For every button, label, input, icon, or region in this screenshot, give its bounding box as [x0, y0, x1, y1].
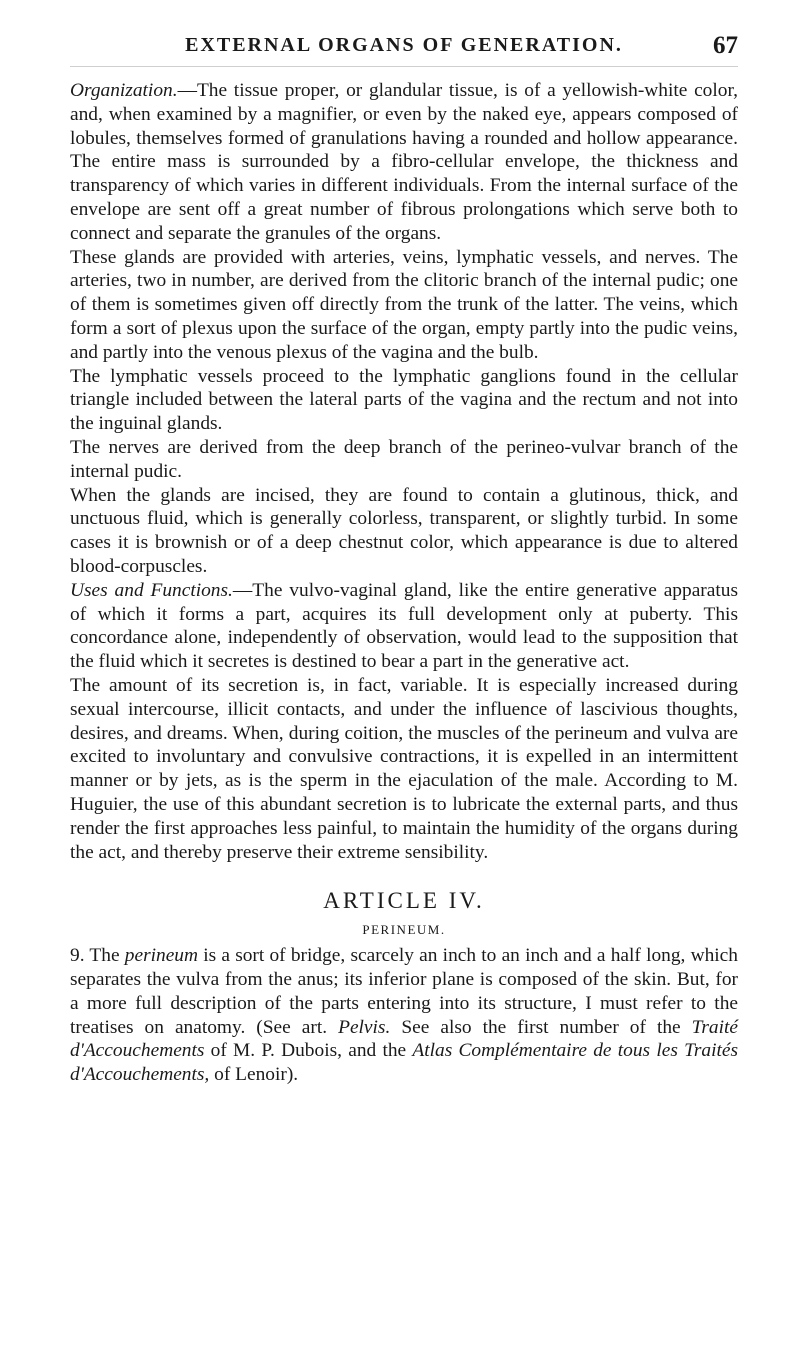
- paragraph-text: The amount of its secretion is, in fact, variable. It is especially increased during sexual intercourse, illicit contacts, and under the influence of lascivious thoughts, desires, and dreams. When, during coition, the muscles of the perineum and vulva are excited to involuntary and convulsive contractions, it is expelled in an intermittent manner or by jets, as is the sperm in the ejaculation of the male. According to M. Huguier, the use of this abundant secretion is to lubricate the external parts, and thus render the first approaches less painful, to maintain the humidity of the organs during the act, and thereby preserve their extreme sensibility.: [70, 674, 738, 863]
- paragraph-lead: Organization.: [70, 80, 178, 101]
- paragraph-lead: Uses and Functions.: [70, 579, 233, 601]
- paragraph-text: —The tissue proper, or glandular tissue, is of a yellowish-white color, and, when examined by a magnifier, or even by the naked eye, appears composed of lobules, themselves formed of granulations having a rounded and hollow appearance. The entire mass is surrounded by a fibro-cellular envelope, the thickness and transparency of which varies in different individuals. From the internal surface of the envelope are sent off a great number of fibrous prolongations which serve both to connect and separate the granules of the organs.: [70, 80, 738, 244]
- paragraph-organization: [70, 79, 738, 246]
- article-heading: ARTICLE IV.: [323, 888, 485, 914]
- section-subheading: PERINEUM.: [362, 922, 446, 938]
- text-run: of Lenoir).: [209, 1064, 299, 1086]
- text-run: of M. P. Dubois, and the: [204, 1040, 413, 1062]
- paragraph-text: The lymphatic vessels proceed to the lymphatic ganglions found in the cellular triangle included between the lateral parts of the vagina and the rectum and not into the inguinal glands.: [70, 365, 738, 435]
- text-run: See also the first number of the: [390, 1016, 692, 1038]
- paragraph-text: When the glands are incised, they are found to contain a glutinous, thick, and unctuous fluid, which is generally colorless, transparent, or slightly turbid. In some cases it is brownish or of a deep chestnut color, which appearance is due to altered blood-corpuscles.: [70, 484, 738, 577]
- page-number: 67: [713, 32, 738, 59]
- paragraph-text: These glands are provided with arteries, veins, lymphatic vessels, and nerves. The arteries, two in number, are derived from the clitoric branch of the internal pudic; one of them is sometimes given off directly from the trunk of the latter. The veins, which form a sort of plexus upon the surface of the organ, empty partly into the pudic veins, and partly into the venous plexus of the vagina and the bulb.: [70, 246, 738, 363]
- italic-title-atlas: Atlas Complémentaire de tous les Traités d'Accouchements,: [70, 1040, 738, 1086]
- paragraph-fluid: [70, 484, 738, 579]
- page-header: [70, 32, 738, 67]
- paragraph-vessels: [70, 246, 738, 365]
- paragraph-text: —The vulvo-vaginal gland, like the entire generative apparatus of which it forms a part, acquires its full development only at puberty. This concordance alone, independently of observation, would lead to the supposition that the fluid which it secretes is destined to bear a part in the generative act.: [70, 579, 738, 673]
- text-run: 9. The: [70, 945, 125, 967]
- body-text: [70, 79, 738, 864]
- paragraph-lymphatics: [70, 365, 738, 436]
- paragraph-secretion: [70, 674, 738, 864]
- paragraph-uses: [70, 579, 738, 674]
- paragraph-text: The nerves are derived from the deep branch of the perineo-vulvar branch of the internal pudic.: [70, 436, 738, 482]
- italic-term-perineum: perineum: [124, 945, 199, 967]
- italic-term-pelvis: Pelvis.: [338, 1016, 391, 1038]
- paragraph-nerves: [70, 436, 738, 484]
- paragraph-perineum: [70, 944, 738, 1087]
- running-head: EXTERNAL ORGANS OF GENERATION.: [185, 34, 623, 56]
- book-page: [70, 32, 738, 1087]
- text-run: is a sort of bridge, scarcely an inch to an inch and a half long, which separates the vulva from the anus; its inferior plane is composed of the skin. But, for a more full description of the parts entering into its structure, I must refer to the treatises on anatomy. (See art.: [70, 945, 738, 1038]
- italic-title-traite: Traité d'Accouchements: [70, 1016, 738, 1062]
